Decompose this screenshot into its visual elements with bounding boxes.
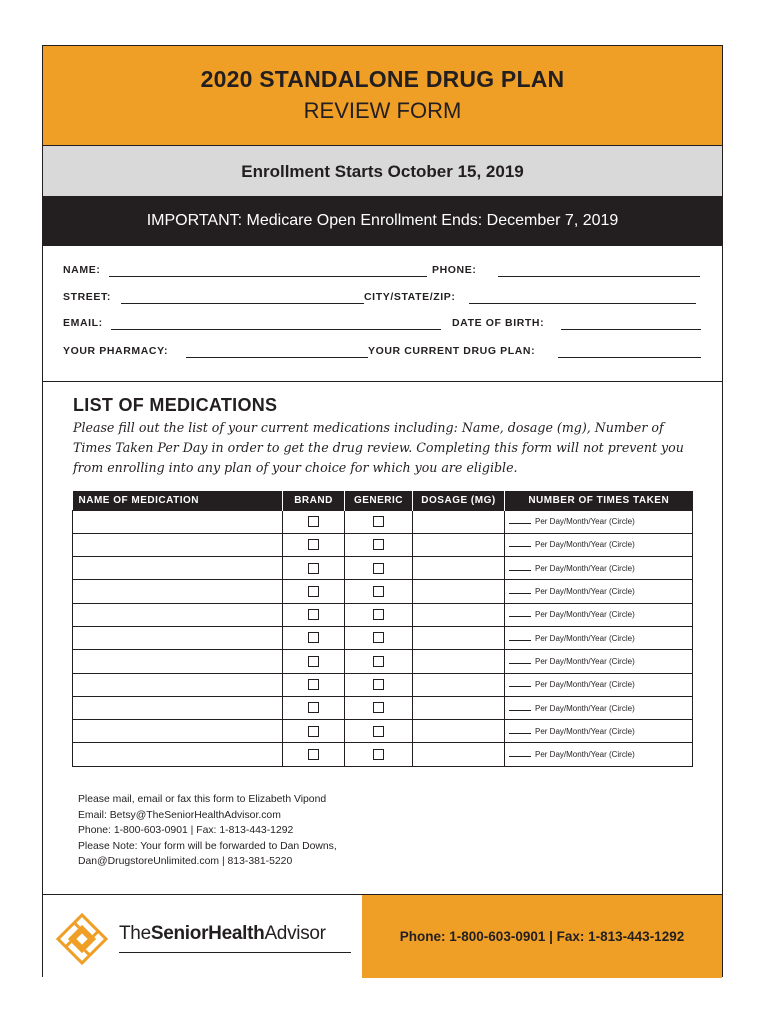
times-taken-blank[interactable] <box>509 710 531 711</box>
brand-cell <box>283 743 345 766</box>
your-current-drug-plan-field[interactable] <box>558 357 701 358</box>
dosage-cell[interactable] <box>413 743 505 766</box>
times-taken-cell[interactable] <box>505 696 693 719</box>
column-header-times-taken: NUMBER OF TIMES TAKEN <box>505 491 693 510</box>
form-subtitle: REVIEW FORM <box>303 98 462 123</box>
dosage-cell[interactable] <box>413 720 505 743</box>
brand-cell <box>283 580 345 603</box>
brand-cell <box>283 533 345 556</box>
times-taken-cell[interactable] <box>505 557 693 580</box>
generic-cell <box>345 533 413 556</box>
times-taken-text: Per Day/Month/Year (Circle) <box>535 703 635 713</box>
medications-heading: LIST OF MEDICATIONS <box>73 395 278 415</box>
times-taken-text: Per Day/Month/Year (Circle) <box>535 563 635 573</box>
times-taken-cell[interactable] <box>505 510 693 533</box>
times-taken-cell[interactable] <box>505 603 693 626</box>
logo-text-the: The <box>119 923 151 944</box>
logo-text-advisor: Advisor <box>264 923 326 944</box>
table-row <box>73 510 693 533</box>
medication-name-cell[interactable] <box>73 626 283 649</box>
important-banner: IMPORTANT: Medicare Open Enrollment Ends: December 7, 2019 <box>43 197 722 246</box>
medications-table-body <box>73 510 693 766</box>
your-pharmacy-field[interactable] <box>186 357 368 358</box>
table-row <box>73 650 693 673</box>
medication-name-cell[interactable] <box>73 603 283 626</box>
form-title: 2020 STANDALONE DRUG PLAN <box>200 66 565 92</box>
table-row <box>73 603 693 626</box>
medication-name-cell[interactable] <box>73 533 283 556</box>
times-taken-text: Per Day/Month/Year (Circle) <box>535 750 635 760</box>
generic-cell <box>345 720 413 743</box>
brand-checkbox[interactable] <box>308 679 319 690</box>
times-taken-blank[interactable] <box>509 663 531 664</box>
dosage-cell[interactable] <box>413 650 505 673</box>
column-header-name: NAME OF MEDICATION <box>73 491 283 510</box>
brand-cell <box>283 603 345 626</box>
generic-checkbox[interactable] <box>373 516 384 527</box>
table-row <box>73 580 693 603</box>
medication-name-cell[interactable] <box>73 720 283 743</box>
times-taken-text: Per Day/Month/Year (Circle) <box>535 633 635 643</box>
your-pharmacy-label: YOUR PHARMACY: <box>63 345 169 357</box>
times-taken-cell[interactable] <box>505 673 693 696</box>
medication-name-cell[interactable] <box>73 580 283 603</box>
times-taken-cell[interactable] <box>505 533 693 556</box>
brand-checkbox[interactable] <box>308 726 319 737</box>
generic-cell <box>345 510 413 533</box>
brand-checkbox[interactable] <box>308 563 319 574</box>
times-taken-blank[interactable] <box>509 523 531 524</box>
brand-cell <box>283 557 345 580</box>
medications-instructions: Please fill out the list of your current medications including: Name, dosage (mg), Number of Times Taken Per Day in order to get the drug review. Completing this form will not prevent you from enrolling into any plan of your choice for which you are eligible. <box>73 420 684 475</box>
name-label: NAME: <box>63 264 101 276</box>
brand-cell <box>283 510 345 533</box>
street-label: STREET: <box>63 291 111 303</box>
table-row <box>73 673 693 696</box>
generic-checkbox[interactable] <box>373 563 384 574</box>
times-taken-cell[interactable] <box>505 626 693 649</box>
mail-instructions <box>78 792 478 870</box>
generic-cell <box>345 696 413 719</box>
generic-checkbox[interactable] <box>373 656 384 667</box>
dosage-cell[interactable] <box>413 580 505 603</box>
footer <box>43 894 722 978</box>
brand-checkbox[interactable] <box>308 656 319 667</box>
brand-checkbox[interactable] <box>308 632 319 643</box>
generic-checkbox[interactable] <box>373 609 384 620</box>
email-field[interactable] <box>111 329 441 330</box>
dosage-cell[interactable] <box>413 673 505 696</box>
medications-table <box>72 491 693 767</box>
generic-cell <box>345 626 413 649</box>
column-header-dosage: DOSAGE (MG) <box>413 491 505 510</box>
times-taken-text: Per Day/Month/Year (Circle) <box>535 517 635 527</box>
generic-checkbox[interactable] <box>373 702 384 713</box>
brand-checkbox[interactable] <box>308 516 319 527</box>
city-state-zip-label: CITY/STATE/ZIP: <box>364 291 456 303</box>
review-form <box>42 45 723 977</box>
table-header-row <box>73 491 693 510</box>
phone-label: PHONE: <box>432 264 477 276</box>
medication-name-cell[interactable] <box>73 743 283 766</box>
times-taken-text: Per Day/Month/Year (Circle) <box>535 656 635 666</box>
table-row <box>73 720 693 743</box>
table-row <box>73 533 693 556</box>
dosage-cell[interactable] <box>413 557 505 580</box>
dosage-cell[interactable] <box>413 603 505 626</box>
footer-logo-area <box>43 895 362 978</box>
times-taken-blank[interactable] <box>509 593 531 594</box>
mail-note-line: Phone: 1-800-603-0901 | Fax: 1-813-443-1292 <box>78 825 294 836</box>
email-label: EMAIL: <box>63 317 103 329</box>
brand-checkbox[interactable] <box>308 586 319 597</box>
times-taken-text: Per Day/Month/Year (Circle) <box>535 587 635 597</box>
brand-checkbox[interactable] <box>308 609 319 620</box>
logo-wordmark <box>119 923 326 945</box>
times-taken-text: Per Day/Month/Year (Circle) <box>535 610 635 620</box>
times-taken-blank[interactable] <box>509 733 531 734</box>
dosage-cell[interactable] <box>413 533 505 556</box>
header-band <box>43 46 722 146</box>
medication-name-cell[interactable] <box>73 510 283 533</box>
times-taken-cell[interactable] <box>505 720 693 743</box>
section-divider <box>43 381 722 382</box>
generic-checkbox[interactable] <box>373 679 384 690</box>
medication-name-cell[interactable] <box>73 650 283 673</box>
brand-cell <box>283 650 345 673</box>
generic-checkbox[interactable] <box>373 632 384 643</box>
name-field[interactable] <box>109 276 427 277</box>
times-taken-blank[interactable] <box>509 686 531 687</box>
mail-note-line: Dan@DrugstoreUnlimited.com | 813-381-5220 <box>78 856 293 867</box>
logo-text-seniorhealth: SeniorHealth <box>150 923 265 944</box>
generic-cell <box>345 743 413 766</box>
date-of-birth-label: DATE OF BIRTH: <box>452 317 545 329</box>
generic-cell <box>345 650 413 673</box>
generic-checkbox[interactable] <box>373 749 384 760</box>
brand-checkbox[interactable] <box>308 749 319 760</box>
mail-note-line: Please mail, email or fax this form to Elizabeth Vipond <box>78 794 327 805</box>
your-current-drug-plan-label: YOUR CURRENT DRUG PLAN: <box>368 345 536 357</box>
times-taken-cell[interactable] <box>505 743 693 766</box>
times-taken-blank[interactable] <box>509 756 531 757</box>
footer-contact: Phone: 1-800-603-0901 | Fax: 1-813-443-1292 <box>362 895 722 978</box>
medication-name-cell[interactable] <box>73 696 283 719</box>
street-field[interactable] <box>121 303 364 304</box>
date-of-birth-field[interactable] <box>561 329 701 330</box>
times-taken-blank[interactable] <box>509 546 531 547</box>
generic-cell <box>345 557 413 580</box>
dosage-cell[interactable] <box>413 510 505 533</box>
column-header-brand: BRAND <box>283 491 345 510</box>
table-row <box>73 557 693 580</box>
logo-underline <box>119 952 351 953</box>
generic-checkbox[interactable] <box>373 539 384 550</box>
mail-note-line: Please Note: Your form will be forwarded to Dan Downs, <box>78 840 337 852</box>
table-row <box>73 696 693 719</box>
times-taken-text: Per Day/Month/Year (Circle) <box>535 540 635 550</box>
generic-cell <box>345 673 413 696</box>
brand-cell <box>283 626 345 649</box>
times-taken-cell[interactable] <box>505 580 693 603</box>
brand-checkbox[interactable] <box>308 702 319 713</box>
enrollment-banner: Enrollment Starts October 15, 2019 <box>43 146 722 197</box>
city-state-zip-field[interactable] <box>469 303 696 304</box>
table-row <box>73 743 693 766</box>
table-row <box>73 626 693 649</box>
dosage-cell[interactable] <box>413 696 505 719</box>
times-taken-text: Per Day/Month/Year (Circle) <box>535 680 635 690</box>
medication-name-cell[interactable] <box>73 557 283 580</box>
senior-health-advisor-logo-icon <box>53 910 111 968</box>
times-taken-text: Per Day/Month/Year (Circle) <box>535 726 635 736</box>
generic-checkbox[interactable] <box>373 726 384 737</box>
times-taken-blank[interactable] <box>509 640 531 641</box>
dosage-cell[interactable] <box>413 626 505 649</box>
brand-cell <box>283 720 345 743</box>
times-taken-cell[interactable] <box>505 650 693 673</box>
mail-note-line: Email: Betsy@TheSeniorHealthAdvisor.com <box>78 809 281 821</box>
column-header-generic: GENERIC <box>345 491 413 510</box>
times-taken-blank[interactable] <box>509 570 531 571</box>
times-taken-blank[interactable] <box>509 616 531 617</box>
brand-cell <box>283 696 345 719</box>
medication-name-cell[interactable] <box>73 673 283 696</box>
generic-cell <box>345 580 413 603</box>
brand-cell <box>283 673 345 696</box>
phone-field[interactable] <box>498 276 700 277</box>
generic-cell <box>345 603 413 626</box>
brand-checkbox[interactable] <box>308 539 319 550</box>
generic-checkbox[interactable] <box>373 586 384 597</box>
